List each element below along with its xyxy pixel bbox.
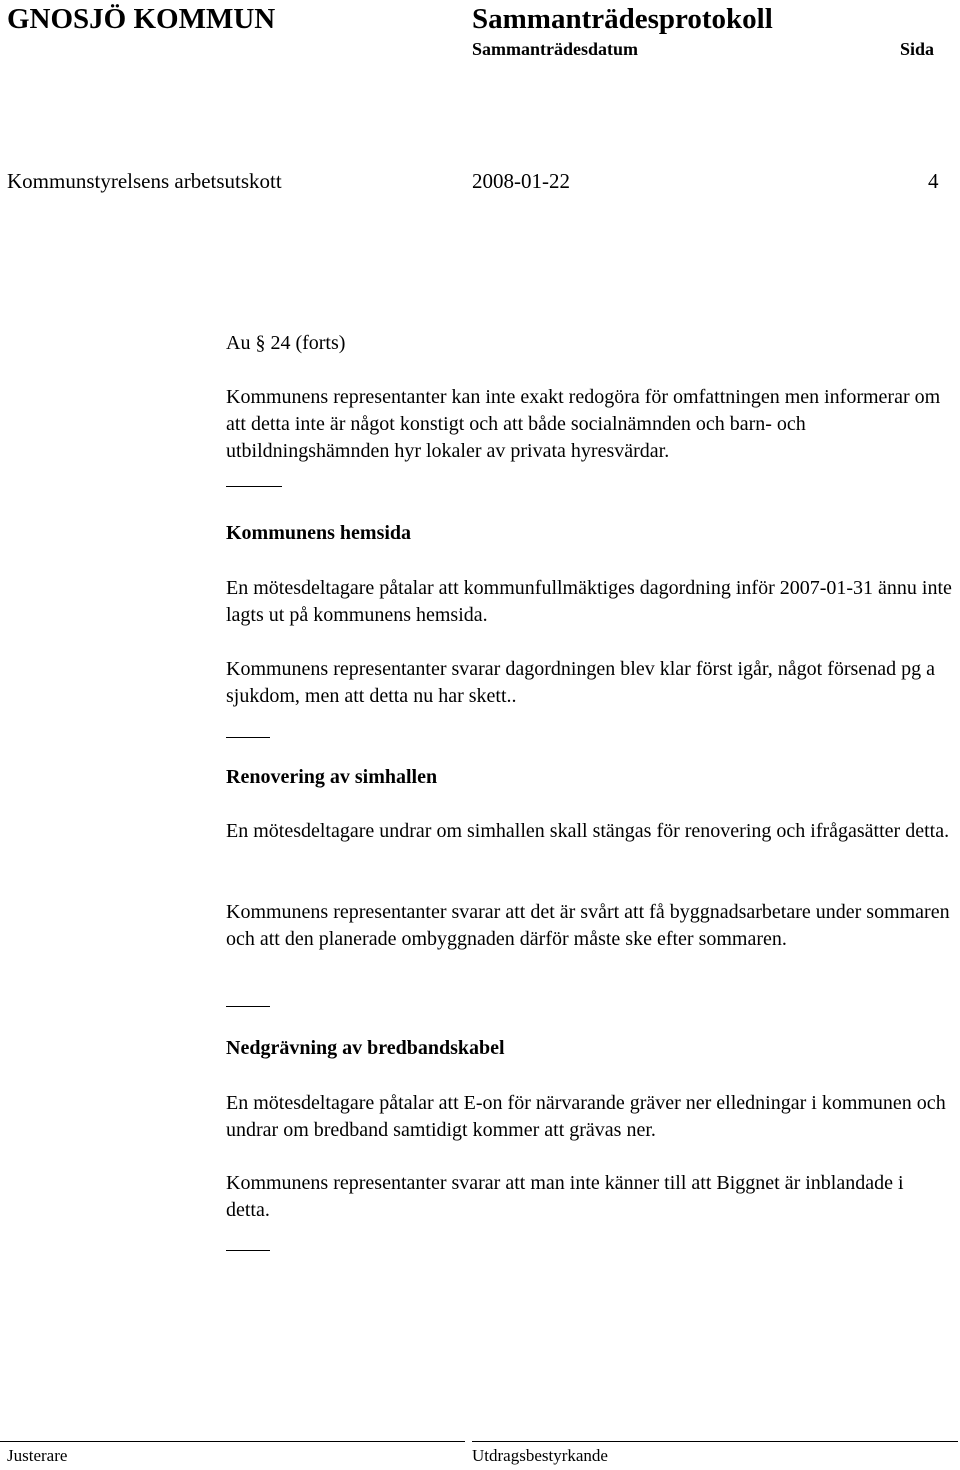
section-paragraph xyxy=(226,575,952,629)
section-paragraph xyxy=(226,656,952,710)
section-heading-text: Kommunens hemsida xyxy=(226,522,412,544)
document-type: Sammanträdesprotokoll xyxy=(472,3,773,35)
separator-rule xyxy=(226,1006,270,1007)
committee-name: Kommunstyrelsens arbetsutskott xyxy=(7,169,282,193)
separator-rule xyxy=(226,486,282,487)
intro-paragraph-text: Kommunens representanter kan inte exakt redogöra för omfattningen men informerar om att detta inte är något konstigt och att både socialnämnden och barn- och utbildningshämnden hyr lokaler av privata hyresvärdar. xyxy=(226,386,941,462)
section-heading-text: Nedgrävning av bredbandskabel xyxy=(226,1037,505,1059)
section-heading xyxy=(226,1035,952,1062)
section-paragraph xyxy=(226,1090,952,1144)
section-paragraph xyxy=(226,1170,952,1224)
organization-name: GNOSJÖ KOMMUN xyxy=(7,3,276,35)
section-heading-text: Renovering av simhallen xyxy=(226,766,438,788)
section-paragraph-text: En mötesdeltagare påtalar att E-on för närvarande gräver ner elledningar i kommunen och undrar om bredband samtidigt kommer att grävas ner. xyxy=(226,1092,946,1141)
section-heading xyxy=(226,520,952,547)
section-paragraph xyxy=(226,899,952,953)
section-reference xyxy=(226,330,952,357)
footer-justerare-label: Justerare xyxy=(7,1446,68,1465)
page-number: 4 xyxy=(928,169,939,193)
section-paragraph-text: Kommunens representanter svarar att det är svårt att få byggnadsarbetare under sommaren och att den planerade ombyggnaden därför måste ske efter sommaren. xyxy=(226,901,950,950)
section-reference-text: Au § 24 (forts) xyxy=(226,332,346,354)
footer-utdragsbestyrkande-label: Utdragsbestyrkande xyxy=(472,1446,608,1465)
section-paragraph-text: Kommunens representanter svarar dagordningen blev klar först igår, något försenad pg a sjukdom, men att detta nu har skett.. xyxy=(226,658,935,707)
page-label: Sida xyxy=(900,39,935,59)
section-paragraph-text: En mötesdeltagare undrar om simhallen skall stängas för renovering och ifrågasätter detta. xyxy=(226,820,950,842)
section-heading xyxy=(226,764,952,791)
section-paragraph-text: Kommunens representanter svarar att man inte känner till att Biggnet är inblandade i detta. xyxy=(226,1172,904,1221)
intro-paragraph xyxy=(226,384,952,465)
footer-rule-right xyxy=(472,1441,958,1442)
meeting-date-label: Sammanträdesdatum xyxy=(472,39,639,59)
section-paragraph xyxy=(226,818,952,845)
separator-rule xyxy=(226,1250,270,1251)
meeting-date: 2008-01-22 xyxy=(472,169,570,193)
section-paragraph-text: En mötesdeltagare påtalar att kommunfullmäktiges dagordning inför 2007-01-31 ännu inte lagts ut på kommunens hemsida. xyxy=(226,577,952,626)
separator-rule xyxy=(226,737,270,738)
footer-rule-left xyxy=(0,1441,465,1442)
